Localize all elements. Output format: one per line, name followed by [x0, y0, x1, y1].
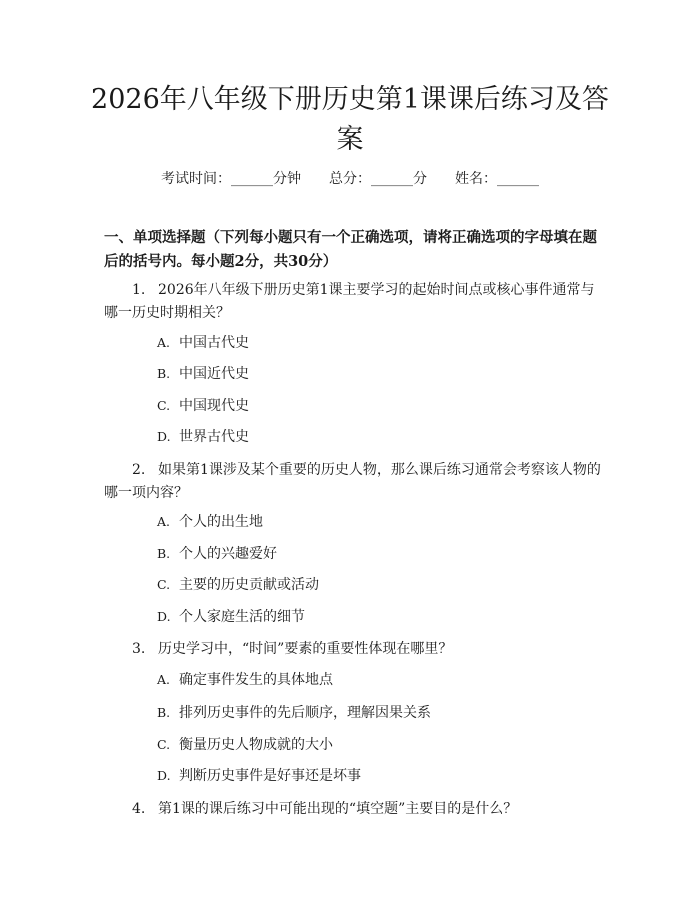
question-4	[104, 798, 604, 821]
option-letter: A.	[157, 514, 171, 529]
option-letter: B.	[157, 366, 171, 381]
question-3	[104, 638, 604, 661]
option-text: 中国现代史	[179, 398, 249, 414]
option-letter: C.	[157, 737, 171, 752]
option-1c	[157, 396, 249, 416]
question-text: 如果第1课涉及某个重要的历史人物，那么课后练习通常会考察该人物的哪一项内容？	[104, 462, 601, 501]
option-text: 排列历史事件的先后顺序，理解因果关系	[179, 705, 431, 721]
question-text: 历史学习中，“时间”要素的重要性体现在哪里？	[158, 641, 453, 657]
question-number: 2.	[132, 462, 146, 478]
section-heading: 一、单项选择题（下列每小题只有一个正确选项，请将正确选项的字母填在题后的括号内。每小题2分，共30分）	[104, 229, 597, 270]
option-text: 个人的兴趣爱好	[179, 546, 277, 562]
option-2d	[157, 607, 305, 627]
option-text: 个人家庭生活的细节	[179, 609, 305, 625]
question-number: 4.	[132, 801, 146, 817]
option-letter: B.	[157, 705, 171, 720]
option-letter: A.	[157, 335, 171, 350]
option-text: 衡量历史人物成就的大小	[179, 737, 333, 753]
option-text: 判断历史事件是好事还是坏事	[179, 768, 361, 784]
question-text: 2026年八年级下册历史第1课主要学习的起始时间点或核心事件通常与哪一历史时期相关？	[104, 282, 595, 321]
question-number: 3.	[132, 641, 146, 657]
option-text: 中国近代史	[179, 366, 249, 382]
option-letter: C.	[157, 577, 171, 592]
option-text: 世界古代史	[179, 429, 249, 445]
option-text: 确定事件发生的具体地点	[179, 672, 333, 688]
exam-meta	[0, 168, 700, 190]
page-title: 2026年八年级下册历史第1课课后练习及答案	[91, 84, 609, 155]
option-letter: B.	[157, 546, 171, 561]
option-letter: C.	[157, 398, 171, 413]
option-3d	[157, 766, 361, 786]
option-1d	[157, 427, 249, 447]
exam-time-field: 考试时间：______分钟	[161, 171, 301, 187]
option-text: 中国古代史	[179, 335, 249, 351]
option-2a	[157, 512, 263, 532]
option-letter: D.	[157, 768, 171, 783]
question-2	[104, 459, 604, 505]
option-3a	[157, 670, 333, 690]
option-letter: D.	[157, 429, 171, 444]
option-1b	[157, 364, 249, 384]
question-text: 第1课的课后练习中可能出现的“填空题”主要目的是什么？	[158, 801, 518, 817]
question-number: 1.	[132, 282, 146, 298]
name-field: 姓名：______	[455, 171, 539, 187]
option-2c	[157, 575, 319, 595]
total-score-field: 总分：______分	[329, 171, 427, 187]
option-letter: A.	[157, 672, 171, 687]
option-3b	[157, 703, 431, 723]
option-1a	[157, 333, 249, 353]
option-2b	[157, 544, 277, 564]
option-text: 个人的出生地	[179, 514, 263, 530]
option-text: 主要的历史贡献或活动	[179, 577, 319, 593]
option-letter: D.	[157, 609, 171, 624]
option-3c	[157, 735, 333, 755]
question-1	[104, 279, 604, 325]
